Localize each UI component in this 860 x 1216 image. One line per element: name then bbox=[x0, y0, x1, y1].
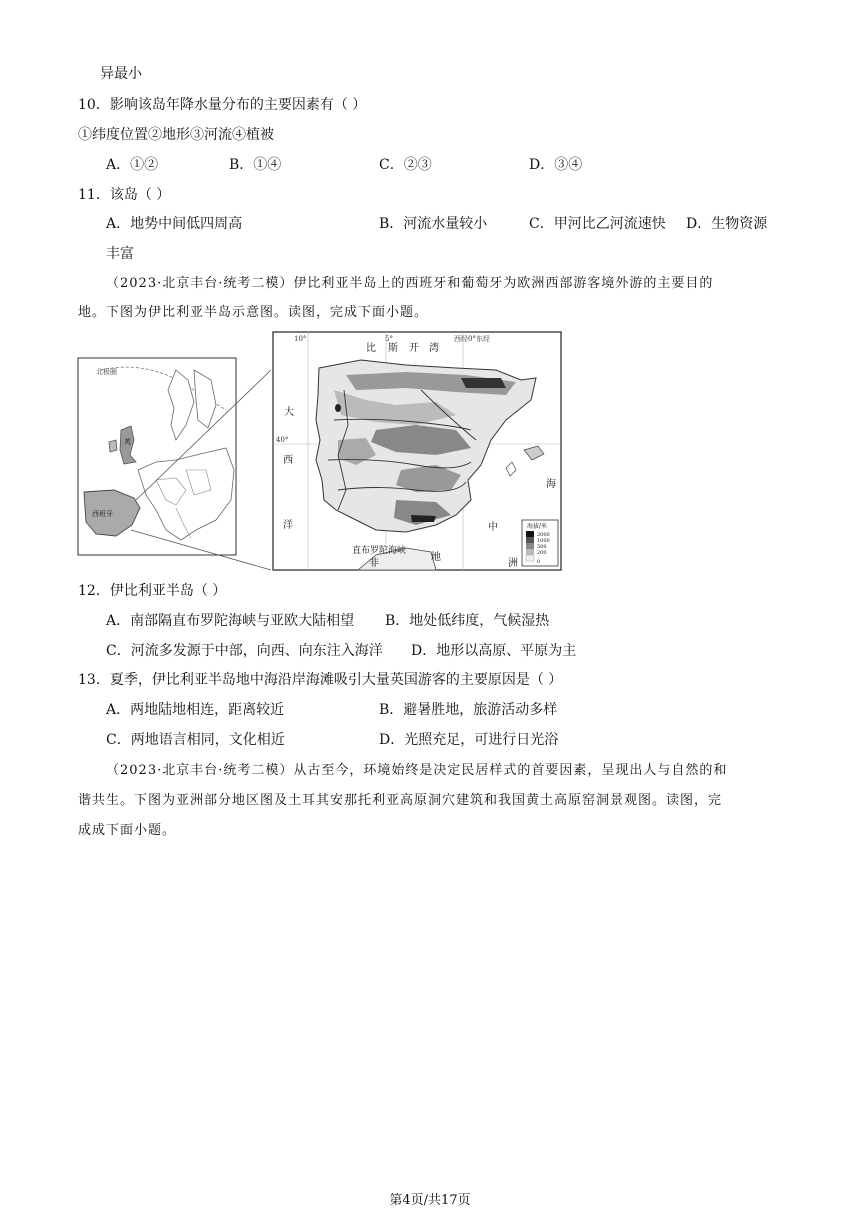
med-label-2: 海 bbox=[546, 479, 556, 490]
legend-500: 500 bbox=[537, 544, 547, 550]
q11-option-c: C．甲河比乙河流速快 bbox=[529, 216, 666, 232]
q13-option-c: C．两地语言相同，文化相近 bbox=[106, 732, 285, 748]
q11-option-b: B．河流水量较小 bbox=[379, 216, 488, 232]
lon-5-label: 5° bbox=[385, 335, 393, 343]
q10-option-c: C．②③ bbox=[379, 157, 432, 173]
q12-option-d: D．地形以高原、平原为主 bbox=[411, 643, 577, 659]
biscay-label-4: 湾 bbox=[429, 343, 439, 354]
legend-0: 0 bbox=[537, 559, 541, 565]
intro-iberia-2: 地。下图为伊比利亚半岛示意图。读图，完成下面小题。 bbox=[78, 305, 429, 320]
atlantic-label-3: 洋 bbox=[283, 520, 293, 531]
question-13: 13．夏季，伊比利亚半岛地中海沿岸海滩吸引大量英国游客的主要原因是（ ） bbox=[78, 672, 563, 688]
continued-text: 异最小 bbox=[100, 66, 142, 82]
med-label-1: 中 bbox=[488, 522, 498, 533]
q11-option-d: D．生物资源 bbox=[686, 216, 768, 232]
q12-option-c: C．河流多发源于中部，向西、向东注入海洋 bbox=[106, 643, 383, 659]
biscay-label-1: 比 bbox=[366, 343, 376, 354]
biscay-label-3: 开 bbox=[409, 343, 419, 354]
q13-option-d: D．光照充足，可进行日光浴 bbox=[379, 732, 559, 748]
lat-40-label: 40° bbox=[276, 436, 289, 444]
iberia-map-figure bbox=[76, 330, 566, 572]
europe-inset-map bbox=[78, 358, 271, 570]
iberia-main-map bbox=[273, 332, 561, 570]
q10-option-b: B．①④ bbox=[229, 157, 282, 173]
q13-option-a: A．两地陆地相连，距离较近 bbox=[106, 702, 285, 718]
africa-label-1: 非 bbox=[369, 558, 379, 569]
q10-option-d: D．③④ bbox=[529, 157, 583, 173]
q11-option-a: A．地势中间低四周高 bbox=[106, 216, 243, 232]
q13-option-b: B．避暑胜地，旅游活动多样 bbox=[379, 702, 558, 718]
atlantic-label-2: 西 bbox=[283, 455, 293, 466]
arctic-circle-label: 北极圈 bbox=[96, 368, 117, 376]
q12-option-b: B．地处低纬度，气候湿热 bbox=[385, 613, 550, 629]
lon-0-label: 西经0°东经 bbox=[454, 335, 490, 343]
legend-1000: 1000 bbox=[537, 538, 550, 544]
question-11: 11．该岛（ ） bbox=[78, 187, 171, 203]
question-10-factors: ①纬度位置②地形③河流④植被 bbox=[78, 127, 274, 143]
africa-label-3: 洲 bbox=[508, 558, 518, 569]
legend-2000: 2000 bbox=[537, 532, 550, 538]
elevation-legend bbox=[522, 520, 558, 566]
britain-label: 英 bbox=[124, 438, 131, 446]
intro-dwelling-2: 谐共生。下图为亚洲部分地区图及土耳其安那托利亚高原洞穴建筑和我国黄土高原窑洞景观图。读图，完 bbox=[78, 793, 723, 808]
intro-dwelling-3: 成成下面小题。 bbox=[78, 823, 177, 838]
lon-10-label: 10° bbox=[294, 335, 307, 343]
q12-option-a: A．南部隔直布罗陀海峡与亚欧大陆相望 bbox=[106, 613, 355, 629]
q11-option-d-continued: 丰富 bbox=[106, 246, 134, 262]
legend-title: 海拔/米 bbox=[527, 523, 548, 530]
atlantic-label-1: 大 bbox=[284, 407, 294, 418]
intro-dwelling-1: （2023·北京丰台·统考二模）从古至今，环境始终是决定民居样式的首要因素，呈现出人与自然的和 bbox=[106, 763, 728, 778]
question-10: 10．影响该岛年降水量分布的主要因素有（ ） bbox=[78, 97, 367, 113]
biscay-label-2: 斯 bbox=[388, 343, 398, 354]
q10-option-a: A．①② bbox=[106, 157, 159, 173]
africa-label-2: 地 bbox=[431, 552, 441, 563]
question-12: 12．伊比利亚半岛（ ） bbox=[78, 583, 227, 599]
gibraltar-label: 直布罗陀海峡 bbox=[352, 546, 407, 556]
legend-200: 200 bbox=[537, 550, 547, 556]
page-number-footer: 第4页/共17页 bbox=[389, 1193, 471, 1208]
spain-label: 西班牙 bbox=[92, 510, 113, 518]
intro-iberia-1: （2023·北京丰台·统考二模）伊比利亚半岛上的西班牙和葡萄牙为欧洲西部游客境外游的主要目的 bbox=[106, 276, 714, 291]
